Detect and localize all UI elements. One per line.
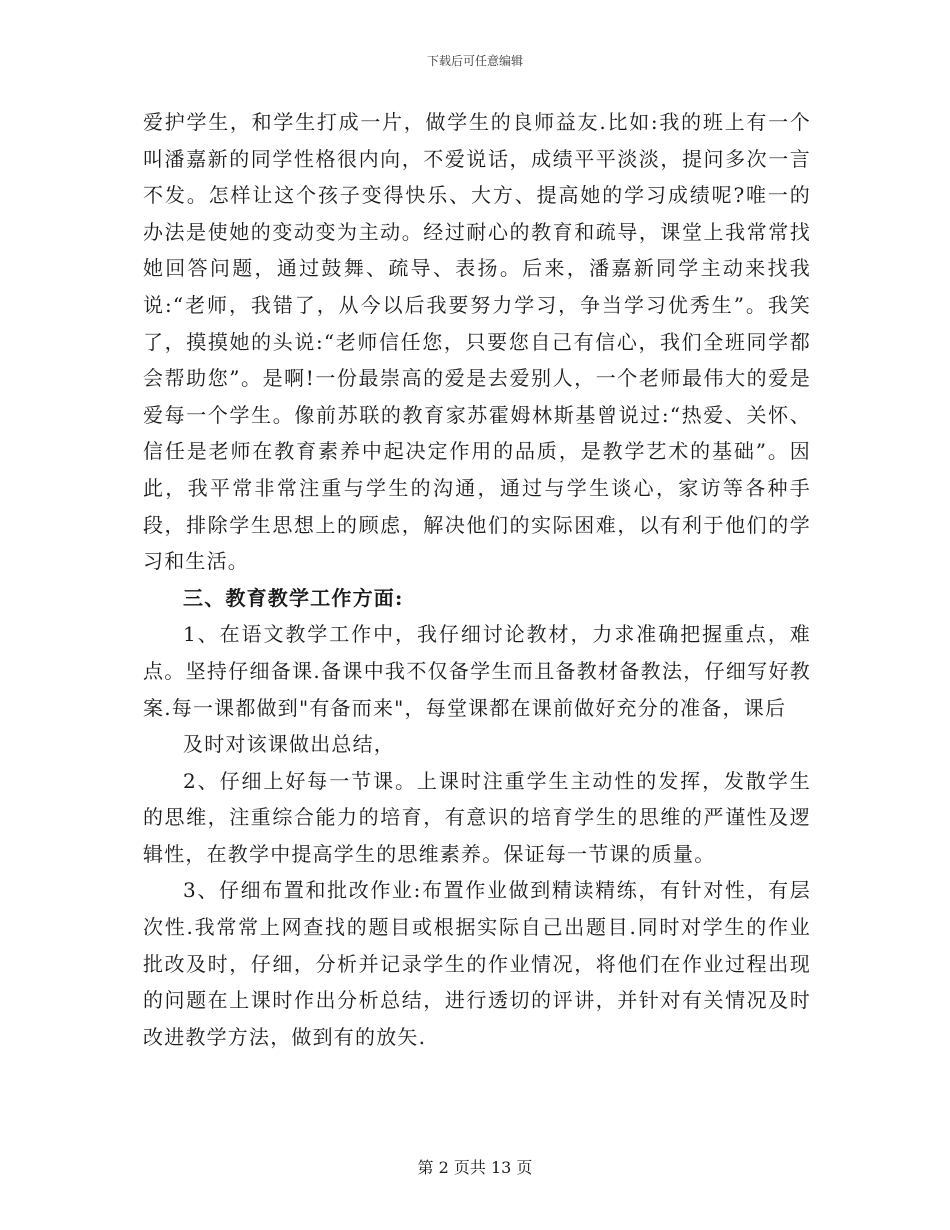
document-body xyxy=(143,104,811,1055)
section-heading-teaching: 三、教育教学工作方面: xyxy=(183,585,404,610)
paragraph-student-care: 爱护学生，和学生打成一片，做学生的良师益友.比如:我的班上有一个叫潘嘉新的同学性格很内向，不爱说话，成绩平平淡淡，提问多次一言不发。怎样让这个孩子变得快乐、大方、提高她的学习成绩呢?唯一的办法是使她的变动变为主动。经过耐心的教育和疏导，课堂上我常常找她回答问题，通过鼓舞、疏导、表扬。后来，潘嘉新同学主动来找我说:“老师，我错了，从今以后我要努力学习，争当学习优秀生”。我笑了，摸摸她的头说:“老师信任您，只要您自己有信心，我们全班同学都会帮助您”。是啊!一份最崇高的爱是去爱别人，一个老师最伟大的爱是爱每一个学生。像前苏联的教育家苏霍姆林斯基曾说过:“热爱、关怀、信任是老师在教育素养中起决定作用的品质，是教学艺术的基础”。因此，我平常非常注重与学生的沟通，通过与学生谈心，家访等各种手段，排除学生思想上的顾虑，解决他们的实际困难，以有利于他们的学习和生活。 xyxy=(143,110,811,574)
page-header: 下载后可任意编辑 xyxy=(426,54,523,68)
paragraph-item-2: 2、仔细上好每一节课。上课时注重学生主动性的发挥，发散学生的思维，注重综合能力的培育，有意识的培育学生的思维的严谨性及逻辑性，在教学中提高学生的思维素养。保证每一节课的质量。 xyxy=(143,768,811,866)
paragraph-item-3: 3、仔细布置和批改作业:布置作业做到精读精练，有针对性，有层次性.我常常上网查找的题目或根据实际自己出题目.同时对学生的作业批改及时，仔细，分析并记录学生的作业情况，将他们在作业过程出现的问题在上课时作出分析总结，进行透切的评讲，并针对有关情况及时改进教学方法，做到有的放矢. xyxy=(143,878,811,1049)
page-number-footer: 第 2 页共 13 页 xyxy=(417,1158,533,1177)
paragraph-item-1-continued: 及时对该课做出总结， xyxy=(183,732,395,757)
paragraph-item-1: 1、在语文教学工作中，我仔细讨论教材，力求准确把握重点，难点。坚持仔细备课.备课中我不仅备学生而且备教材备教法，仔细写好教案.每一课都做到"有备而来"，每堂课都在课前做好充分的准备，课后 xyxy=(143,622,811,720)
